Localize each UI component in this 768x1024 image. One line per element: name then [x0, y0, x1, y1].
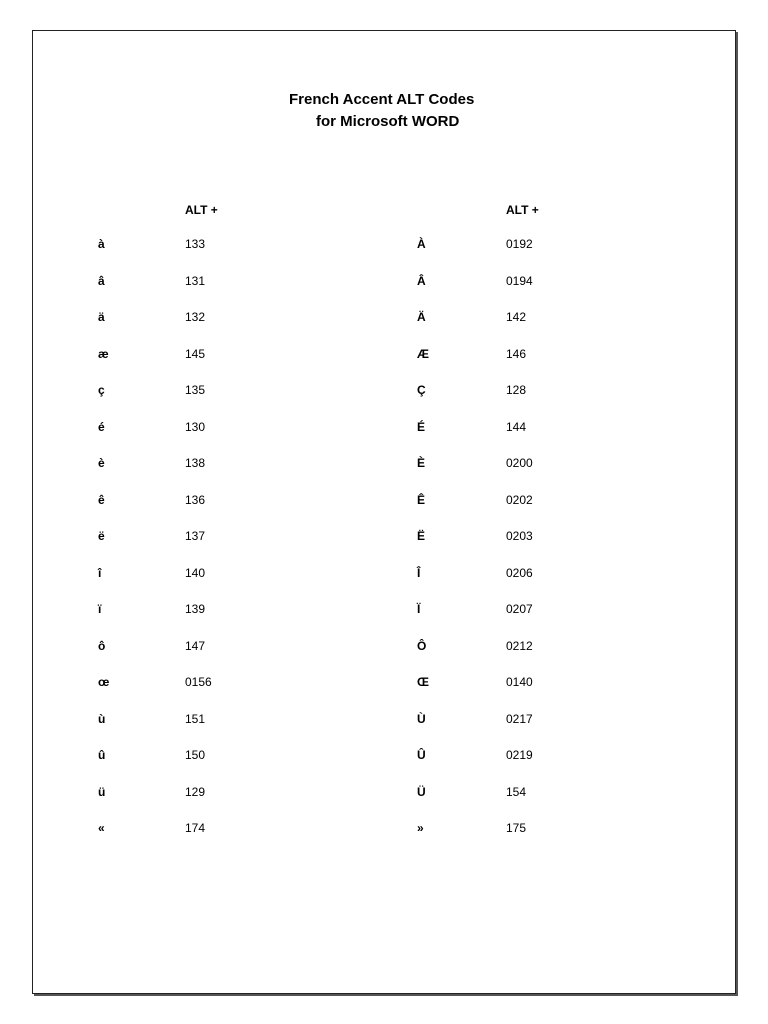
uppercase-alt-code: 0217: [506, 712, 533, 726]
lowercase-alt-code: 131: [185, 274, 206, 288]
lowercase-char: ë: [98, 529, 105, 543]
uppercase-char: Ê: [417, 493, 426, 507]
lowercase-char: ç: [98, 383, 105, 397]
lowercase-char: æ: [98, 347, 109, 361]
uppercase-alt-code: 142: [506, 310, 527, 324]
uppercase-char: Æ: [417, 347, 429, 361]
lowercase-alt-code: 138: [185, 456, 206, 470]
table-row: [33, 748, 735, 768]
table-row: [33, 602, 735, 622]
uppercase-char: Ü: [417, 785, 426, 799]
lowercase-char: ù: [98, 712, 106, 726]
uppercase-alt-code: 0203: [506, 529, 533, 543]
uppercase-alt-code: 0194: [506, 274, 533, 288]
lowercase-alt-code: 132: [185, 310, 206, 324]
table-row: [33, 274, 735, 294]
uppercase-char: È: [417, 456, 426, 470]
lowercase-alt-code: 174: [185, 821, 206, 835]
lowercase-char: ô: [98, 639, 106, 653]
right-alt-header: ALT +: [506, 203, 539, 217]
table-row: [33, 310, 735, 330]
uppercase-alt-code: 175: [506, 821, 527, 835]
uppercase-char: »: [417, 821, 424, 835]
lowercase-alt-code: 0156: [185, 675, 212, 689]
uppercase-alt-code: 0192: [506, 237, 533, 251]
lowercase-char: â: [98, 274, 105, 288]
lowercase-char: û: [98, 748, 106, 762]
lowercase-alt-code: 135: [185, 383, 206, 397]
table-row: [33, 675, 735, 695]
table-row: [33, 566, 735, 586]
lowercase-char: ï: [98, 602, 102, 616]
table-row: [33, 529, 735, 549]
uppercase-alt-code: 144: [506, 420, 527, 434]
lowercase-alt-code: 137: [185, 529, 206, 543]
uppercase-char: É: [417, 420, 426, 434]
table-row: [33, 420, 735, 440]
table-row: [33, 383, 735, 403]
lowercase-char: î: [98, 566, 102, 580]
uppercase-alt-code: 0202: [506, 493, 533, 507]
lowercase-alt-code: 151: [185, 712, 206, 726]
lowercase-alt-code: 145: [185, 347, 206, 361]
lowercase-char: ü: [98, 785, 106, 799]
uppercase-alt-code: 154: [506, 785, 527, 799]
table-row: [33, 347, 735, 367]
title-line-2: for Microsoft WORD: [316, 113, 460, 130]
uppercase-alt-code: 0200: [506, 456, 533, 470]
table-row: [33, 493, 735, 513]
lowercase-char: œ: [98, 675, 110, 689]
title-line-1: French Accent ALT Codes: [289, 91, 475, 108]
uppercase-char: Î: [417, 566, 421, 580]
document-page: [32, 30, 736, 994]
uppercase-char: Ë: [417, 529, 426, 543]
uppercase-char: Â: [417, 274, 426, 288]
lowercase-alt-code: 133: [185, 237, 206, 251]
uppercase-alt-code: 0206: [506, 566, 533, 580]
lowercase-char: ä: [98, 310, 105, 324]
lowercase-char: «: [98, 821, 105, 835]
lowercase-alt-code: 129: [185, 785, 206, 799]
uppercase-alt-code: 0140: [506, 675, 533, 689]
lowercase-alt-code: 130: [185, 420, 206, 434]
lowercase-alt-code: 136: [185, 493, 206, 507]
uppercase-alt-code: 0219: [506, 748, 533, 762]
uppercase-alt-code: 0207: [506, 602, 533, 616]
uppercase-char: Ç: [417, 383, 426, 397]
uppercase-char: Œ: [417, 675, 429, 689]
lowercase-alt-code: 140: [185, 566, 206, 580]
lowercase-alt-code: 147: [185, 639, 206, 653]
table-row: [33, 237, 735, 257]
lowercase-char: ê: [98, 493, 105, 507]
lowercase-char: è: [98, 456, 105, 470]
left-alt-header: ALT +: [185, 203, 218, 217]
uppercase-alt-code: 146: [506, 347, 527, 361]
table-row: [33, 639, 735, 659]
table-row: [33, 821, 735, 841]
lowercase-alt-code: 139: [185, 602, 206, 616]
uppercase-char: À: [417, 237, 426, 251]
uppercase-char: Ô: [417, 639, 427, 653]
uppercase-char: Û: [417, 748, 426, 762]
table-row: [33, 785, 735, 805]
uppercase-alt-code: 128: [506, 383, 527, 397]
lowercase-alt-code: 150: [185, 748, 206, 762]
lowercase-char: à: [98, 237, 105, 251]
uppercase-alt-code: 0212: [506, 639, 533, 653]
table-row: [33, 712, 735, 732]
lowercase-char: é: [98, 420, 105, 434]
uppercase-char: Ä: [417, 310, 426, 324]
uppercase-char: Ù: [417, 712, 426, 726]
table-row: [33, 456, 735, 476]
uppercase-char: Ï: [417, 602, 421, 616]
